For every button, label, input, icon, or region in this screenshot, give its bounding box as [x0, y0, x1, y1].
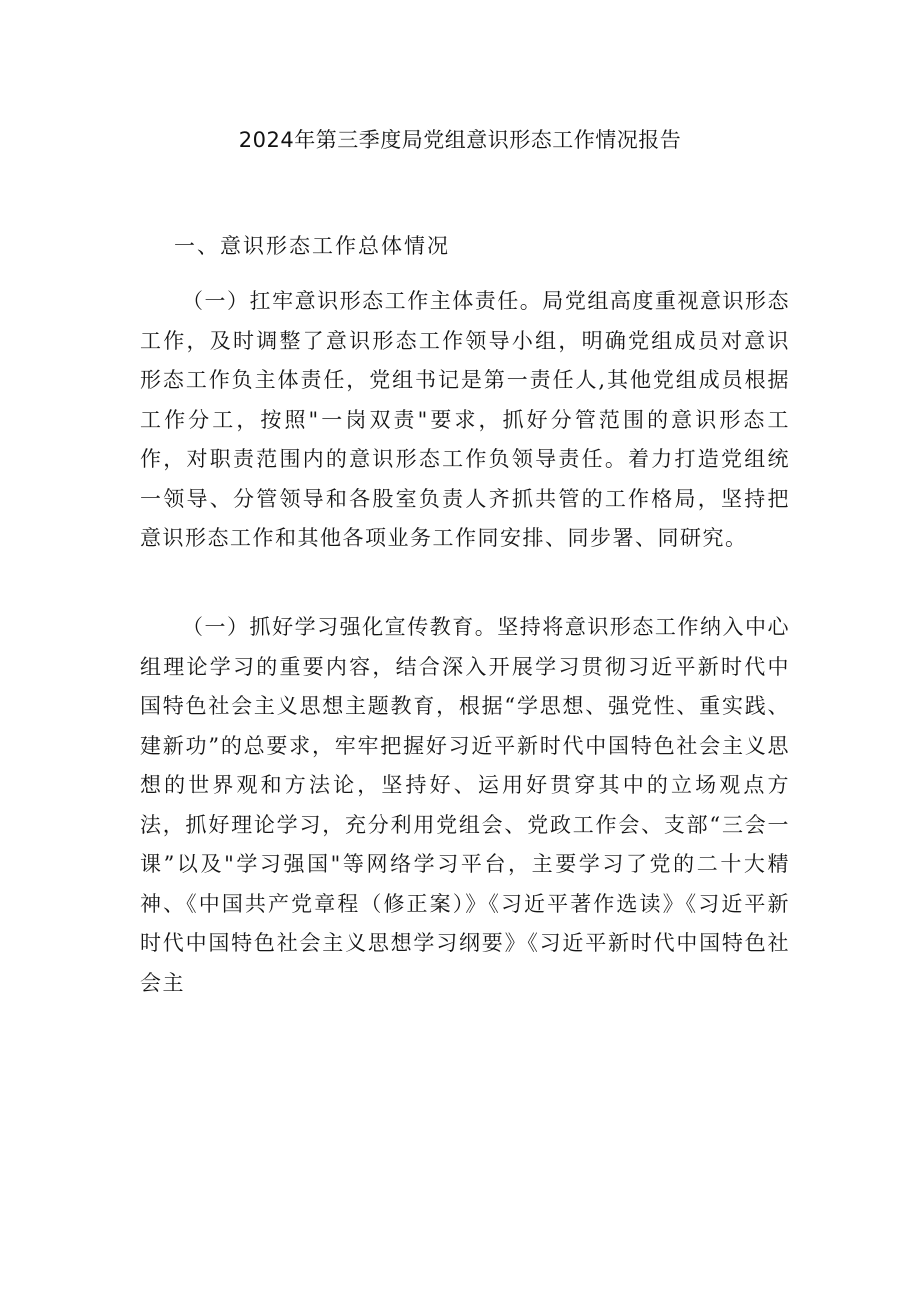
paragraph-study-education: （一）抓好学习强化宣传教育。坚持将意识形态工作纳入中心组理论学习的重要内容，结合深入开展学习贯彻习近平新时代中国特色社会主义思想主题教育，根据“学思想、强党性、重实践、建新功”的总要求，牢牢把握好习近平新时代中国特色社会主义思想的世界观和方法论，坚持好、运用好贯穿其中的立场观点方法，抓好理论学习，充分利用党组会、党政工作会、支部“三会一课”以及"学习强国"等网络学习平台，主要学习了党的二十大精神、《中国共产党章程（修正案）》《习近平著作选读》《习近平新时代中国特色社会主义思想学习纲要》《习近平新时代中国特色社会主 [140, 615, 790, 995]
document-title: 2024年第三季度局党组意识形态工作情况报告 [238, 128, 682, 152]
section-heading-overview: 一、意识形态工作总体情况 [174, 234, 450, 258]
paragraph-responsibility: （一）扛牢意识形态工作主体责任。局党组高度重视意识形态工作，及时调整了意识形态工作领导小组，明确党组成员对意识形态工作负主体责任，党组书记是第一责任人,其他党组成员根据工作分工，按照"一岗双责"要求，抓好分管范围的意识形态工作，对职责范围内的意识形态工作负领导责任。着力打造党组统一领导、分管领导和各股室负责人齐抓共管的工作格局，坚持把意识形态工作和其他各项业务工作同安排、同步署、同研究。 [140, 289, 790, 550]
